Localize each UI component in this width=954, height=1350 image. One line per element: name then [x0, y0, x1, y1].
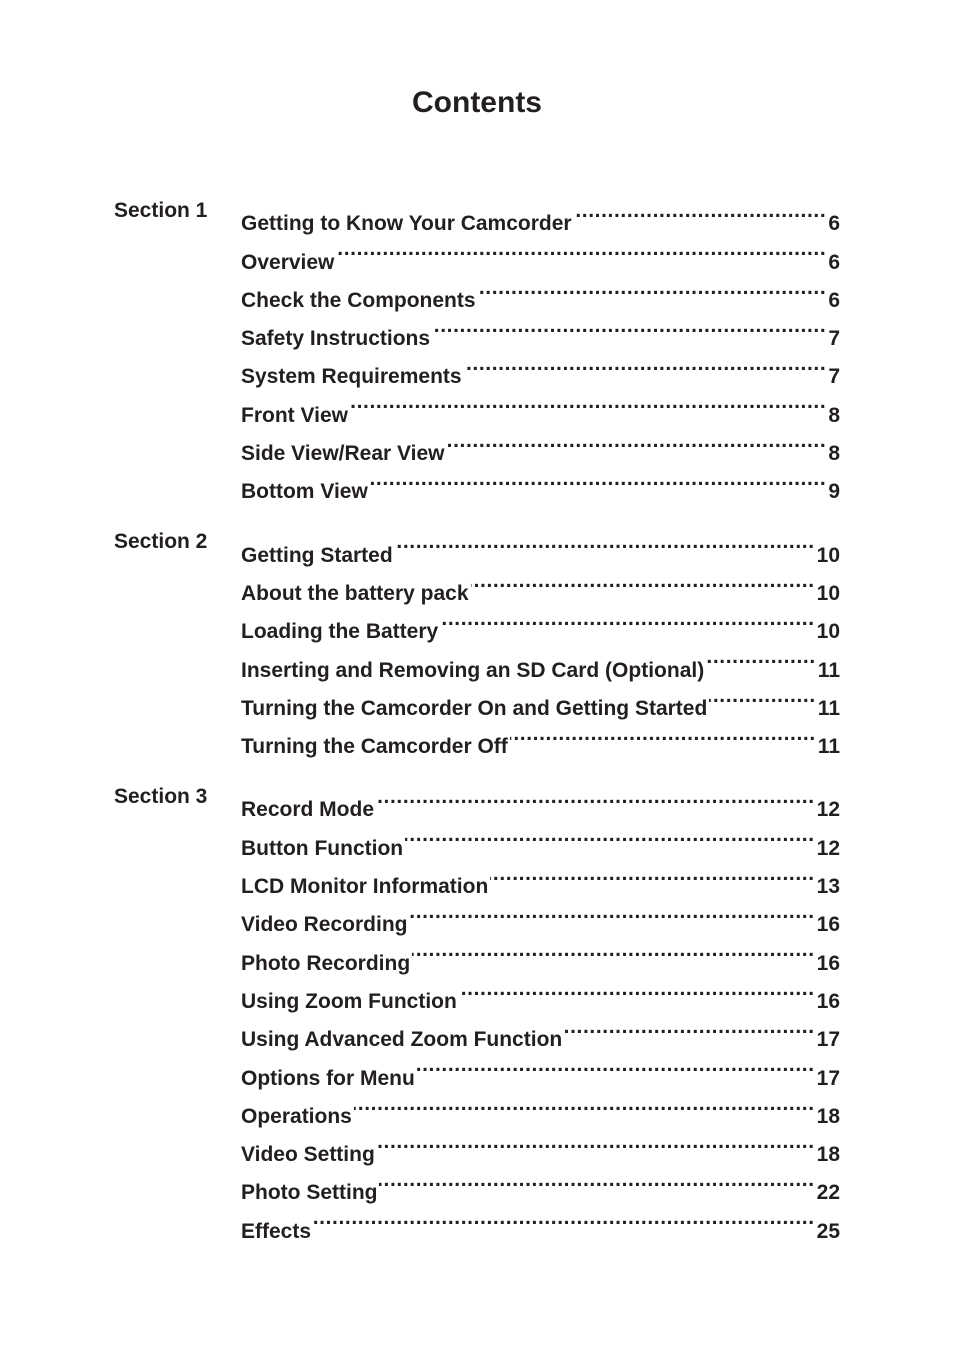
entry-title: Photo Recording — [241, 951, 411, 975]
entry-title: Record Mode — [241, 798, 375, 822]
section-label: Section 1 — [114, 199, 208, 222]
entry-page-number: 11 — [817, 696, 840, 720]
section-label: Section 2 — [114, 530, 208, 554]
entry-title: Overview — [241, 250, 335, 274]
dot-leader — [350, 383, 826, 421]
dot-leader — [377, 1123, 815, 1161]
entry-title: About the battery pack — [241, 581, 469, 605]
dot-leader — [376, 778, 815, 816]
dot-leader — [574, 192, 827, 230]
entry-title: Side View/Rear View — [241, 442, 445, 466]
entry-page-number: 10 — [816, 620, 840, 644]
entry-title: Using Advanced Zoom Function — [241, 1028, 563, 1052]
page-title: Contents — [412, 86, 542, 119]
entry-page-number: 9 — [828, 480, 840, 504]
entry-page-number: 7 — [828, 327, 840, 351]
entry-title: System Requirements — [241, 365, 462, 389]
entry-title: Button Function — [241, 836, 404, 860]
entry-title: Getting to Know Your Camcorder — [241, 212, 572, 236]
section-entries — [241, 523, 840, 759]
entry-title: Using Zoom Function — [241, 989, 457, 1013]
toc-entry — [241, 192, 840, 236]
entry-page-number: 10 — [816, 543, 840, 567]
toc-entry — [241, 523, 840, 567]
entry-page-number: 6 — [828, 288, 840, 312]
entry-title: Effects — [241, 1219, 312, 1243]
dot-leader — [409, 893, 814, 931]
entry-title: Check the Components — [241, 288, 476, 312]
entry-page-number: 8 — [828, 442, 840, 466]
dot-leader — [478, 269, 827, 307]
entry-title: Options for Menu — [241, 1066, 415, 1090]
entry-title: Video Setting — [241, 1143, 375, 1167]
dot-leader — [471, 562, 815, 600]
entry-title: Photo Setting — [241, 1181, 378, 1205]
section-entries — [241, 778, 840, 1243]
dot-leader — [417, 1046, 815, 1084]
entry-page-number: 22 — [816, 1181, 840, 1205]
dot-leader — [464, 345, 827, 383]
entry-page-number: 17 — [816, 1028, 840, 1052]
toc-entry — [241, 1199, 840, 1243]
entry-title: Operations — [241, 1104, 352, 1128]
entry-title: Turning the Camcorder Off — [241, 735, 508, 759]
entry-title: LCD Monitor Information — [241, 875, 489, 899]
entry-title: Getting Started — [241, 543, 393, 567]
entry-page-number: 11 — [817, 658, 840, 682]
entry-page-number: 11 — [817, 735, 840, 759]
dot-leader — [432, 307, 826, 345]
dot-leader — [490, 855, 814, 893]
entry-page-number: 13 — [816, 875, 840, 899]
dot-leader — [354, 1085, 815, 1123]
section-entries — [241, 192, 840, 504]
dot-leader — [459, 970, 815, 1008]
entry-page-number: 18 — [816, 1104, 840, 1128]
toc-section — [114, 192, 840, 504]
entry-title: Inserting and Removing an SD Card (Optional) — [241, 658, 705, 682]
entry-title: Safety Instructions — [241, 327, 431, 351]
section-label: Section 3 — [114, 785, 208, 809]
dot-leader — [336, 230, 826, 268]
entry-page-number: 18 — [816, 1143, 840, 1167]
dot-leader — [510, 715, 816, 753]
table-of-contents — [114, 192, 840, 1263]
dot-leader — [379, 1161, 814, 1199]
entry-page-number: 8 — [828, 403, 840, 427]
dot-leader — [395, 523, 815, 561]
entry-title: Loading the Battery — [241, 620, 439, 644]
entry-page-number: 16 — [816, 989, 840, 1013]
entry-page-number: 6 — [828, 212, 840, 236]
entry-page-number: 25 — [816, 1219, 840, 1243]
dot-leader — [709, 677, 815, 715]
dot-leader — [564, 1008, 814, 1046]
entry-page-number: 10 — [816, 581, 840, 605]
dot-leader — [370, 460, 827, 498]
dot-leader — [412, 931, 814, 969]
entry-page-number: 7 — [828, 365, 840, 389]
entry-title: Front View — [241, 403, 348, 427]
entry-page-number: 16 — [816, 951, 840, 975]
toc-section — [114, 523, 840, 759]
entry-page-number: 16 — [816, 913, 840, 937]
dot-leader — [313, 1199, 815, 1237]
entry-title: Video Recording — [241, 913, 408, 937]
toc-entry — [241, 778, 840, 822]
dot-leader — [405, 816, 815, 854]
entry-title: Bottom View — [241, 480, 368, 504]
entry-page-number: 6 — [828, 250, 840, 274]
toc-section — [114, 778, 840, 1243]
entry-title: Turning the Camcorder On and Getting Started — [241, 696, 708, 720]
entry-page-number: 12 — [816, 798, 840, 822]
entry-page-number: 17 — [816, 1066, 840, 1090]
entry-page-number: 12 — [816, 836, 840, 860]
dot-leader — [447, 422, 827, 460]
dot-leader — [706, 638, 816, 676]
dot-leader — [440, 600, 814, 638]
